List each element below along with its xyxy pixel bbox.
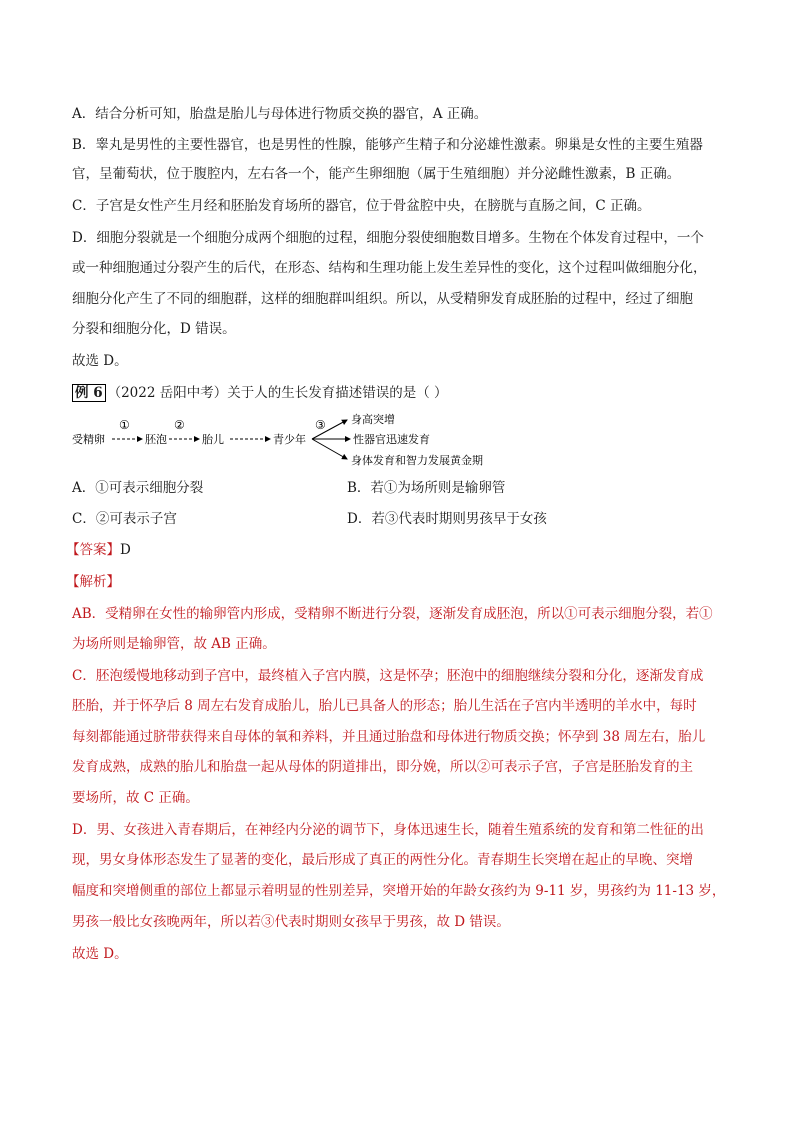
option-a: A．①可表示细胞分裂 xyxy=(72,480,204,496)
marker-2: ② xyxy=(174,418,185,432)
analysis-c-line3: 每刻都能通过脐带获得来自母体的氧和养料，并且通过胎盘和母体进行物质交换；怀孕到 38 周左右，胎儿 xyxy=(72,729,706,745)
node-blastocyst: 胚泡 xyxy=(145,433,167,446)
analysis-c-line1: C．胚泡缓慢地移动到子宫中，最终植入子宫内膜，这是怀孕；胚泡中的细胞继续分裂和分化，逐渐发育成 xyxy=(72,668,704,684)
analysis-c-line4: 发育成熟，成熟的胎儿和胎盘一起从母体的阴道排出，即分娩，所以②可表示子宫，子宫是胚胎发育的主 xyxy=(72,759,693,775)
explanation-a: A．结合分析可知，胎盘是胎儿与母体进行物质交换的器官，A 正确。 xyxy=(72,106,488,122)
option-d: D．若③代表时期则男孩早于女孩 xyxy=(347,511,547,527)
explanation-c: C．子宫是女性产生月经和胚胎发育场所的器官，位于骨盆腔中央，在膀胱与直肠之间，C 正确。 xyxy=(72,198,651,214)
analysis-ab-line2: 为场所则是输卵管，故 AB 正确。 xyxy=(72,636,276,652)
branch-sex-organ-development: 性器官迅速发育 xyxy=(353,433,430,446)
option-c: C．②可表示子宫 xyxy=(72,511,177,527)
analysis-d-line1: D．男、女孩进入青春期后，在神经内分泌的调节下，身体迅速生长，随着生殖系统的发育和第二性征的出 xyxy=(72,822,704,838)
analysis-label: 【解析】 xyxy=(66,574,120,590)
analysis-d-line3: 幅度和突增侧重的部位上都显示着明显的性别差异，突增开始的年龄女孩约为 9-11 岁，男孩约为 11-13 岁， xyxy=(72,883,726,899)
example-header xyxy=(72,383,448,403)
explanation-d-line1: D．细胞分裂就是一个细胞分成两个细胞的过程，细胞分裂使细胞数目增多。生物在个体发育过程中，一个 xyxy=(72,230,704,246)
example-source: （2022 岳阳中考） xyxy=(107,385,228,401)
branch-golden-period: 身体发育和智力发展黄金期 xyxy=(351,454,483,467)
explanation-d-line2: 或一种细胞通过分裂产生的后代，在形态、结构和生理功能上发生差异性的变化，这个过程叫做细胞分化， xyxy=(72,260,707,276)
analysis-d-line4: 男孩一般比女孩晚两年，所以若③代表时期则女孩早于男孩，故 D 错误。 xyxy=(72,914,510,930)
analysis-choose: 故选 D。 xyxy=(72,946,128,962)
explanation-d-line4: 分裂和细胞分化，D 错误。 xyxy=(72,321,236,337)
node-adolescent: 青少年 xyxy=(273,433,306,446)
explanation-choose: 故选 D。 xyxy=(72,353,128,369)
analysis-ab-line1: AB．受精卵在女性的输卵管内形成，受精卵不断进行分裂，逐渐发育成胚泡，所以①可表示细胞分裂，若① xyxy=(72,606,713,622)
explanation-b-line2: 官，呈葡萄状，位于腹腔内，左右各一个，能产生卵细胞（属于生殖细胞）并分泌雌性激素，B 正确。 xyxy=(72,166,681,182)
analysis-c-line2: 胚胎，并于怀孕后 8 周左右发育成胎儿，胎儿已具备人的形态；胎儿生活在子宫内半透明的羊水中，每时 xyxy=(72,698,697,714)
example-question: 关于人的生长发育描述错误的是（ ） xyxy=(227,385,448,401)
arrow-branch-3 xyxy=(312,439,347,459)
marker-3: ③ xyxy=(315,418,326,432)
branch-height-surge: 身高突增 xyxy=(351,413,395,426)
answer-row xyxy=(66,540,131,560)
development-flow-diagram xyxy=(72,412,532,472)
answer-value: D xyxy=(120,542,131,558)
option-b: B．若①为场所则是输卵管 xyxy=(347,480,506,496)
marker-1: ① xyxy=(119,418,130,432)
explanation-b-line1: B．睾丸是男性的主要性器官，也是男性的性腺，能够产生精子和分泌雄性激素。卵巢是女性的主要生殖器 xyxy=(72,137,703,153)
analysis-c-line5: 要场所，故 C 正确。 xyxy=(72,790,199,806)
node-fetus: 胎儿 xyxy=(202,433,224,446)
answer-label: 【答案】 xyxy=(66,542,120,558)
example-label: 例 6 xyxy=(72,384,106,402)
analysis-d-line2: 现，男女身体形态发生了显著的变化，最后形成了真正的两性分化。青春期生长突增在起止的早晚、突增 xyxy=(72,852,693,868)
explanation-d-line3: 细胞分化产生了不同的细胞群，这样的细胞群叫组织。所以，从受精卵发育成胚胎的过程中，经过了细胞 xyxy=(72,291,693,307)
node-fertilized-egg: 受精卵 xyxy=(72,433,105,446)
